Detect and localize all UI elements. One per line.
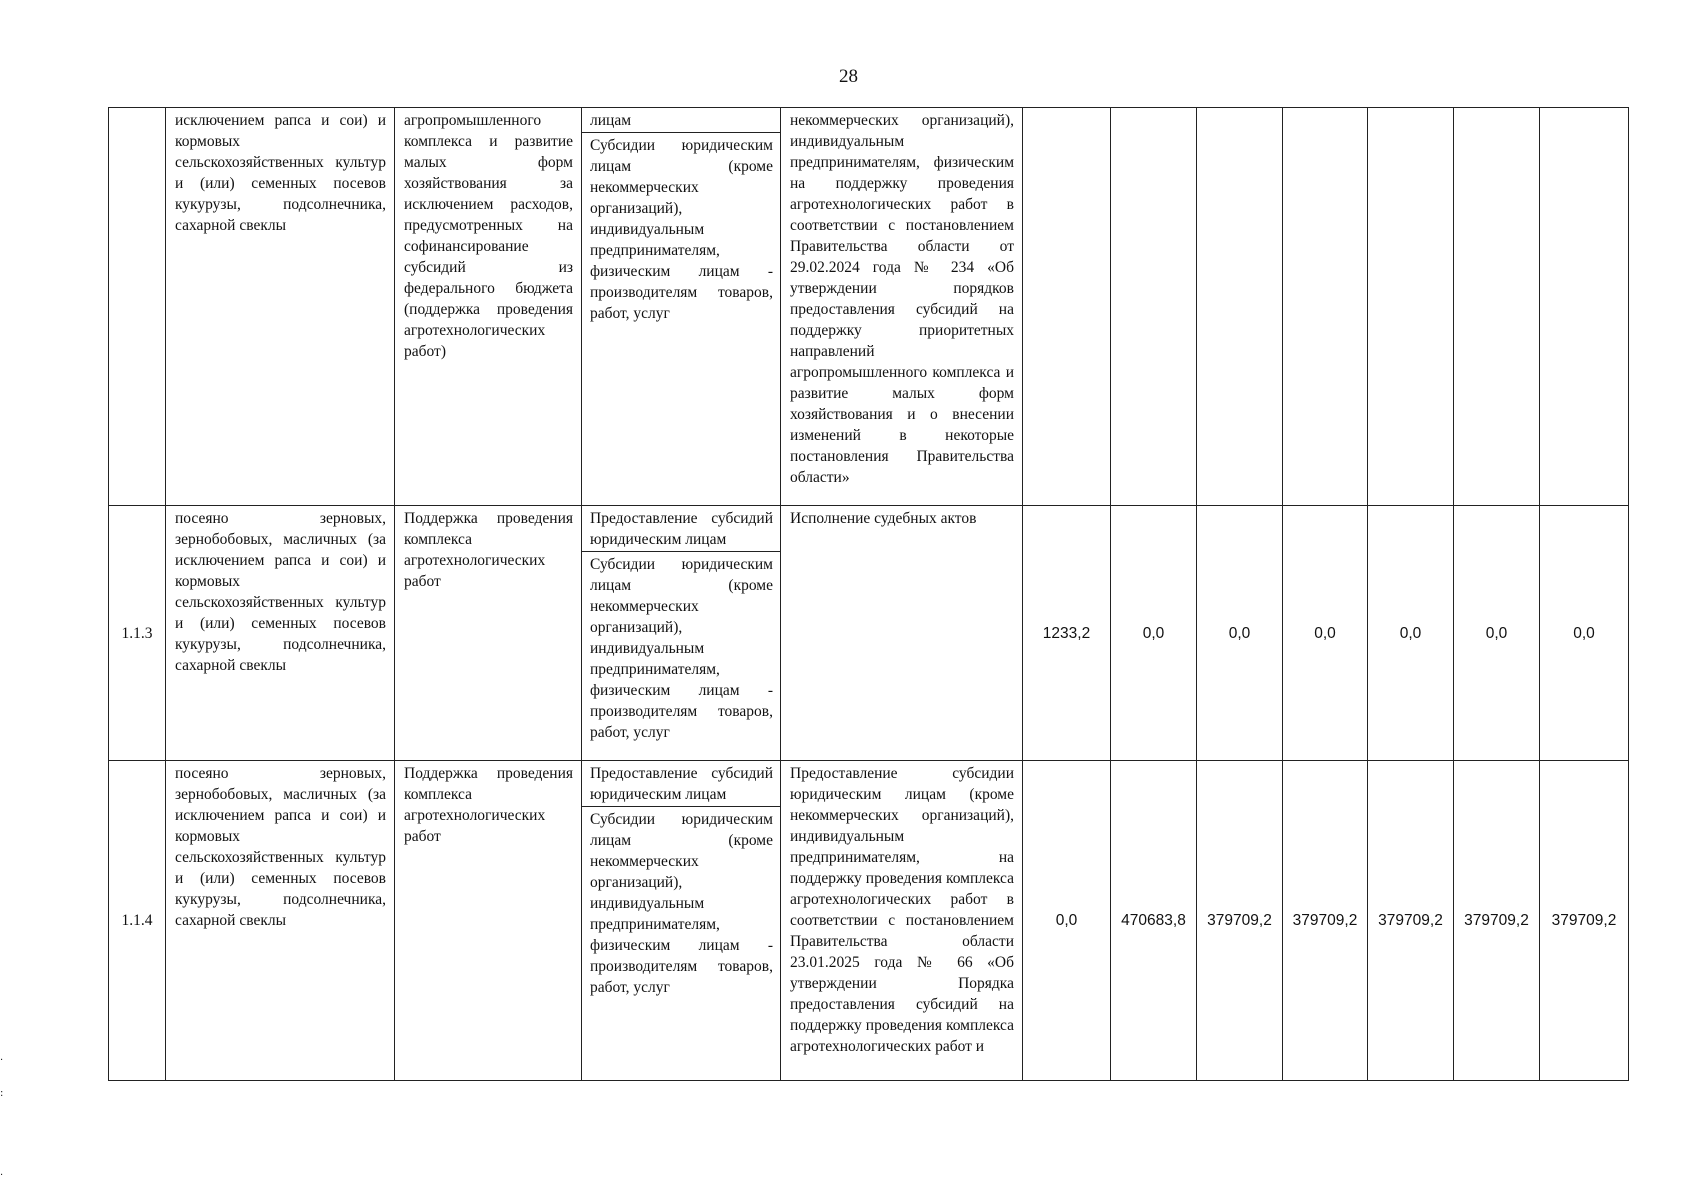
value-cell: 379709,2 xyxy=(1197,761,1283,1081)
value-cell: 0,0 xyxy=(1023,761,1111,1081)
method-primary: Предоставление субсидий юридическим лицам xyxy=(582,761,780,807)
event-cell: Поддержка проведения комплекса агротехнологических работ xyxy=(395,761,582,1081)
method-primary: лицам xyxy=(582,108,780,133)
value-cell: 379709,2 xyxy=(1540,761,1629,1081)
result-cell: посеяно зерновых, зернобобовых, масличных (за исключением рапса и сои) и кормовых сельскохозяйственных культур и (или) семенных посевов кукурузы, подсолнечника, сахарной свеклы xyxy=(166,506,395,761)
value-cell: 0,0 xyxy=(1283,506,1368,761)
value-cell: 0,0 xyxy=(1111,506,1197,761)
event-cell: Поддержка проведения комплекса агротехнологических работ xyxy=(395,506,582,761)
scan-edge-mark: : xyxy=(0,1088,4,1099)
budget-table xyxy=(108,107,1629,1081)
scan-edge-mark: · xyxy=(0,1170,4,1181)
value-cell xyxy=(1283,108,1368,506)
method-cell xyxy=(582,108,781,506)
page-number: 28 xyxy=(839,66,858,87)
method-cell xyxy=(582,506,781,761)
value-cell: 379709,2 xyxy=(1283,761,1368,1081)
value-cell: 0,0 xyxy=(1454,506,1540,761)
value-cell: 470683,8 xyxy=(1111,761,1197,1081)
method-detail: Субсидии юридическим лицам (кроме некоммерческих организаций), индивидуальным предпринимателям, физическим лицам - производителям товаров, работ, услуг xyxy=(590,811,773,996)
value-cell xyxy=(1197,108,1283,506)
value-cell: 0,0 xyxy=(1540,506,1629,761)
event-cell: агропромышленного комплекса и развитие малых форм хозяйствования за исключением расходов, предусмотренных на софинансирование субсидий из федерального бюджета (поддержка проведения агротехнологических работ) xyxy=(395,108,582,506)
row-number: 1.1.4 xyxy=(109,761,166,1081)
method-primary: Предоставление субсидий юридическим лицам xyxy=(582,506,780,552)
value-cell xyxy=(1111,108,1197,506)
description-cell: Исполнение судебных актов xyxy=(781,506,1023,761)
row-number xyxy=(109,108,166,506)
method-cell xyxy=(582,761,781,1081)
value-cell xyxy=(1023,108,1111,506)
table-row xyxy=(109,761,1629,1081)
row-number: 1.1.3 xyxy=(109,506,166,761)
result-cell: посеяно зерновых, зернобобовых, масличных (за исключением рапса и сои) и кормовых сельскохозяйственных культур и (или) семенных посевов кукурузы, подсолнечника, сахарной свеклы xyxy=(166,761,395,1081)
value-cell xyxy=(1368,108,1454,506)
value-cell: 0,0 xyxy=(1197,506,1283,761)
value-cell: 1233,2 xyxy=(1023,506,1111,761)
value-cell xyxy=(1540,108,1629,506)
method-detail: Субсидии юридическим лицам (кроме некоммерческих организаций), индивидуальным предпринимателям, физическим лицам - производителям товаров, работ, услуг xyxy=(590,556,773,741)
description-cell: Предоставление субсидии юридическим лицам (кроме некоммерческих организаций), индивидуальным предпринимателям, на поддержку проведения комплекса агротехнологических работ в соответствии с постановлением Правительства области 23.01.2025 года № 66 «Об утверждении Порядка предоставления субсидий на поддержку проведения комплекса агротехнологических работ и xyxy=(781,761,1023,1081)
method-detail: Субсидии юридическим лицам (кроме некоммерческих организаций), индивидуальным предпринимателям, физическим лицам - производителям товаров, работ, услуг xyxy=(590,137,773,322)
description-cell: некоммерческих организаций), индивидуальным предпринимателям, физическим на поддержку проведения агротехнологических работ в соответствии с постановлением Правительства области от 29.02.2024 года № 234 «Об утверждении порядков предоставления субсидий на поддержку приоритетных направлений агропромышленного комплекса и развитие малых форм хозяйствования и о внесении изменений в некоторые постановления Правительства области» xyxy=(781,108,1023,506)
value-cell: 0,0 xyxy=(1368,506,1454,761)
value-cell: 379709,2 xyxy=(1368,761,1454,1081)
scan-edge-mark: · xyxy=(0,1055,4,1066)
table-row xyxy=(109,506,1629,761)
result-cell: исключением рапса и сои) и кормовых сельскохозяйственных культур и (или) семенных посевов кукурузы, подсолнечника, сахарной свеклы xyxy=(166,108,395,506)
value-cell xyxy=(1454,108,1540,506)
value-cell: 379709,2 xyxy=(1454,761,1540,1081)
table-row xyxy=(109,108,1629,506)
